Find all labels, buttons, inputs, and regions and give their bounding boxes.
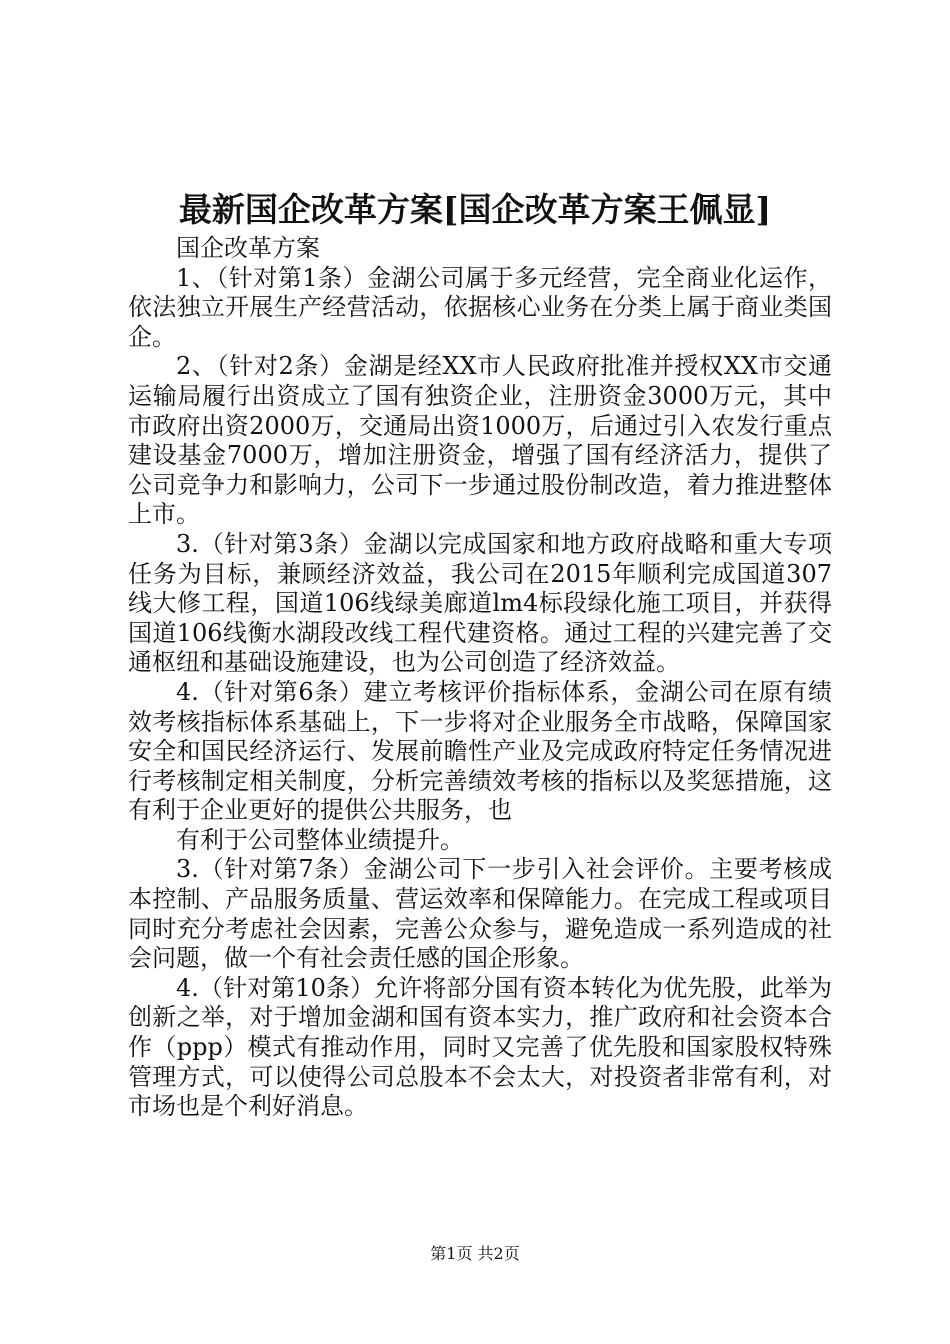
document-body: [128, 234, 832, 1122]
paragraph-item-1: 1、（针对第1条）金湖公司属于多元经营，完全商业化运作，依法独立开展生产经营活动，依据核心业务在分类上属于商业类国企。: [128, 263, 832, 351]
paragraph-item-2: 2、（针对2条）金湖是经XX市人民政府批准并授权XX市交通运输局履行出资成立了国有独资企业，注册资金3000万元，其中市政府出资2000万，交通局出资1000万，后通过引入农发行重点建设基金7000万，增加注册资金，增强了国有经济活力，提供了公司竞争力和影响力，公司下一步通过股份制改造，着力推进整体上市。: [128, 352, 832, 529]
paragraph-item-5: 3.（针对第7条）金湖公司下一步引入社会评价。主要考核成本控制、产品服务质量、营运效率和保障能力。在完成工程或项目同时充分考虑社会因素，完善公众参与，避免造成一系列造成的社会问题，做一个有社会责任感的国企形象。: [128, 855, 832, 973]
paragraph-item-4-continued: 有利于公司整体业绩提升。: [176, 825, 464, 854]
paragraph-item-4: 4.（针对第6条）建立考核评价指标体系，金湖公司在原有绩效考核指标体系基础上，下一步将对企业服务全市战略，保障国家安全和国民经济运行、发展前瞻性产业及完成政府特定任务情况进行考核制定相关制度，分析完善绩效考核的指标以及奖惩措施，这有利于企业更好的提供公共服务，也: [128, 677, 832, 825]
document-title: 最新国企改革方案[国企改革方案王佩显]: [178, 190, 772, 229]
section-heading: 国企改革方案: [176, 234, 320, 262]
page-number-footer: 第1页 共2页: [430, 1244, 520, 1263]
paragraph-item-3: 3.（针对第3条）金湖以完成国家和地方政府战略和重大专项任务为目标，兼顾经济效益，我公司在2015年顺利完成国道307线大修工程，国道106线绿美廊道lm4标段绿化施工项目，并获得国道106线衡水湖段改线工程代建资格。通过工程的兴建完善了交通枢纽和基础设施建设，也为公司创造了经济效益。: [128, 529, 832, 677]
paragraph-item-6: 4.（针对第10条）允许将部分国有资本转化为优先股，此举为创新之举，对于增加金湖和国有资本实力，推广政府和社会资本合作（ppp）模式有推动作用，同时又完善了优先股和国家股权特殊管理方式，可以使得公司总股本不会太大，对投资者非常有利，对市场也是个利好消息。: [128, 973, 832, 1121]
